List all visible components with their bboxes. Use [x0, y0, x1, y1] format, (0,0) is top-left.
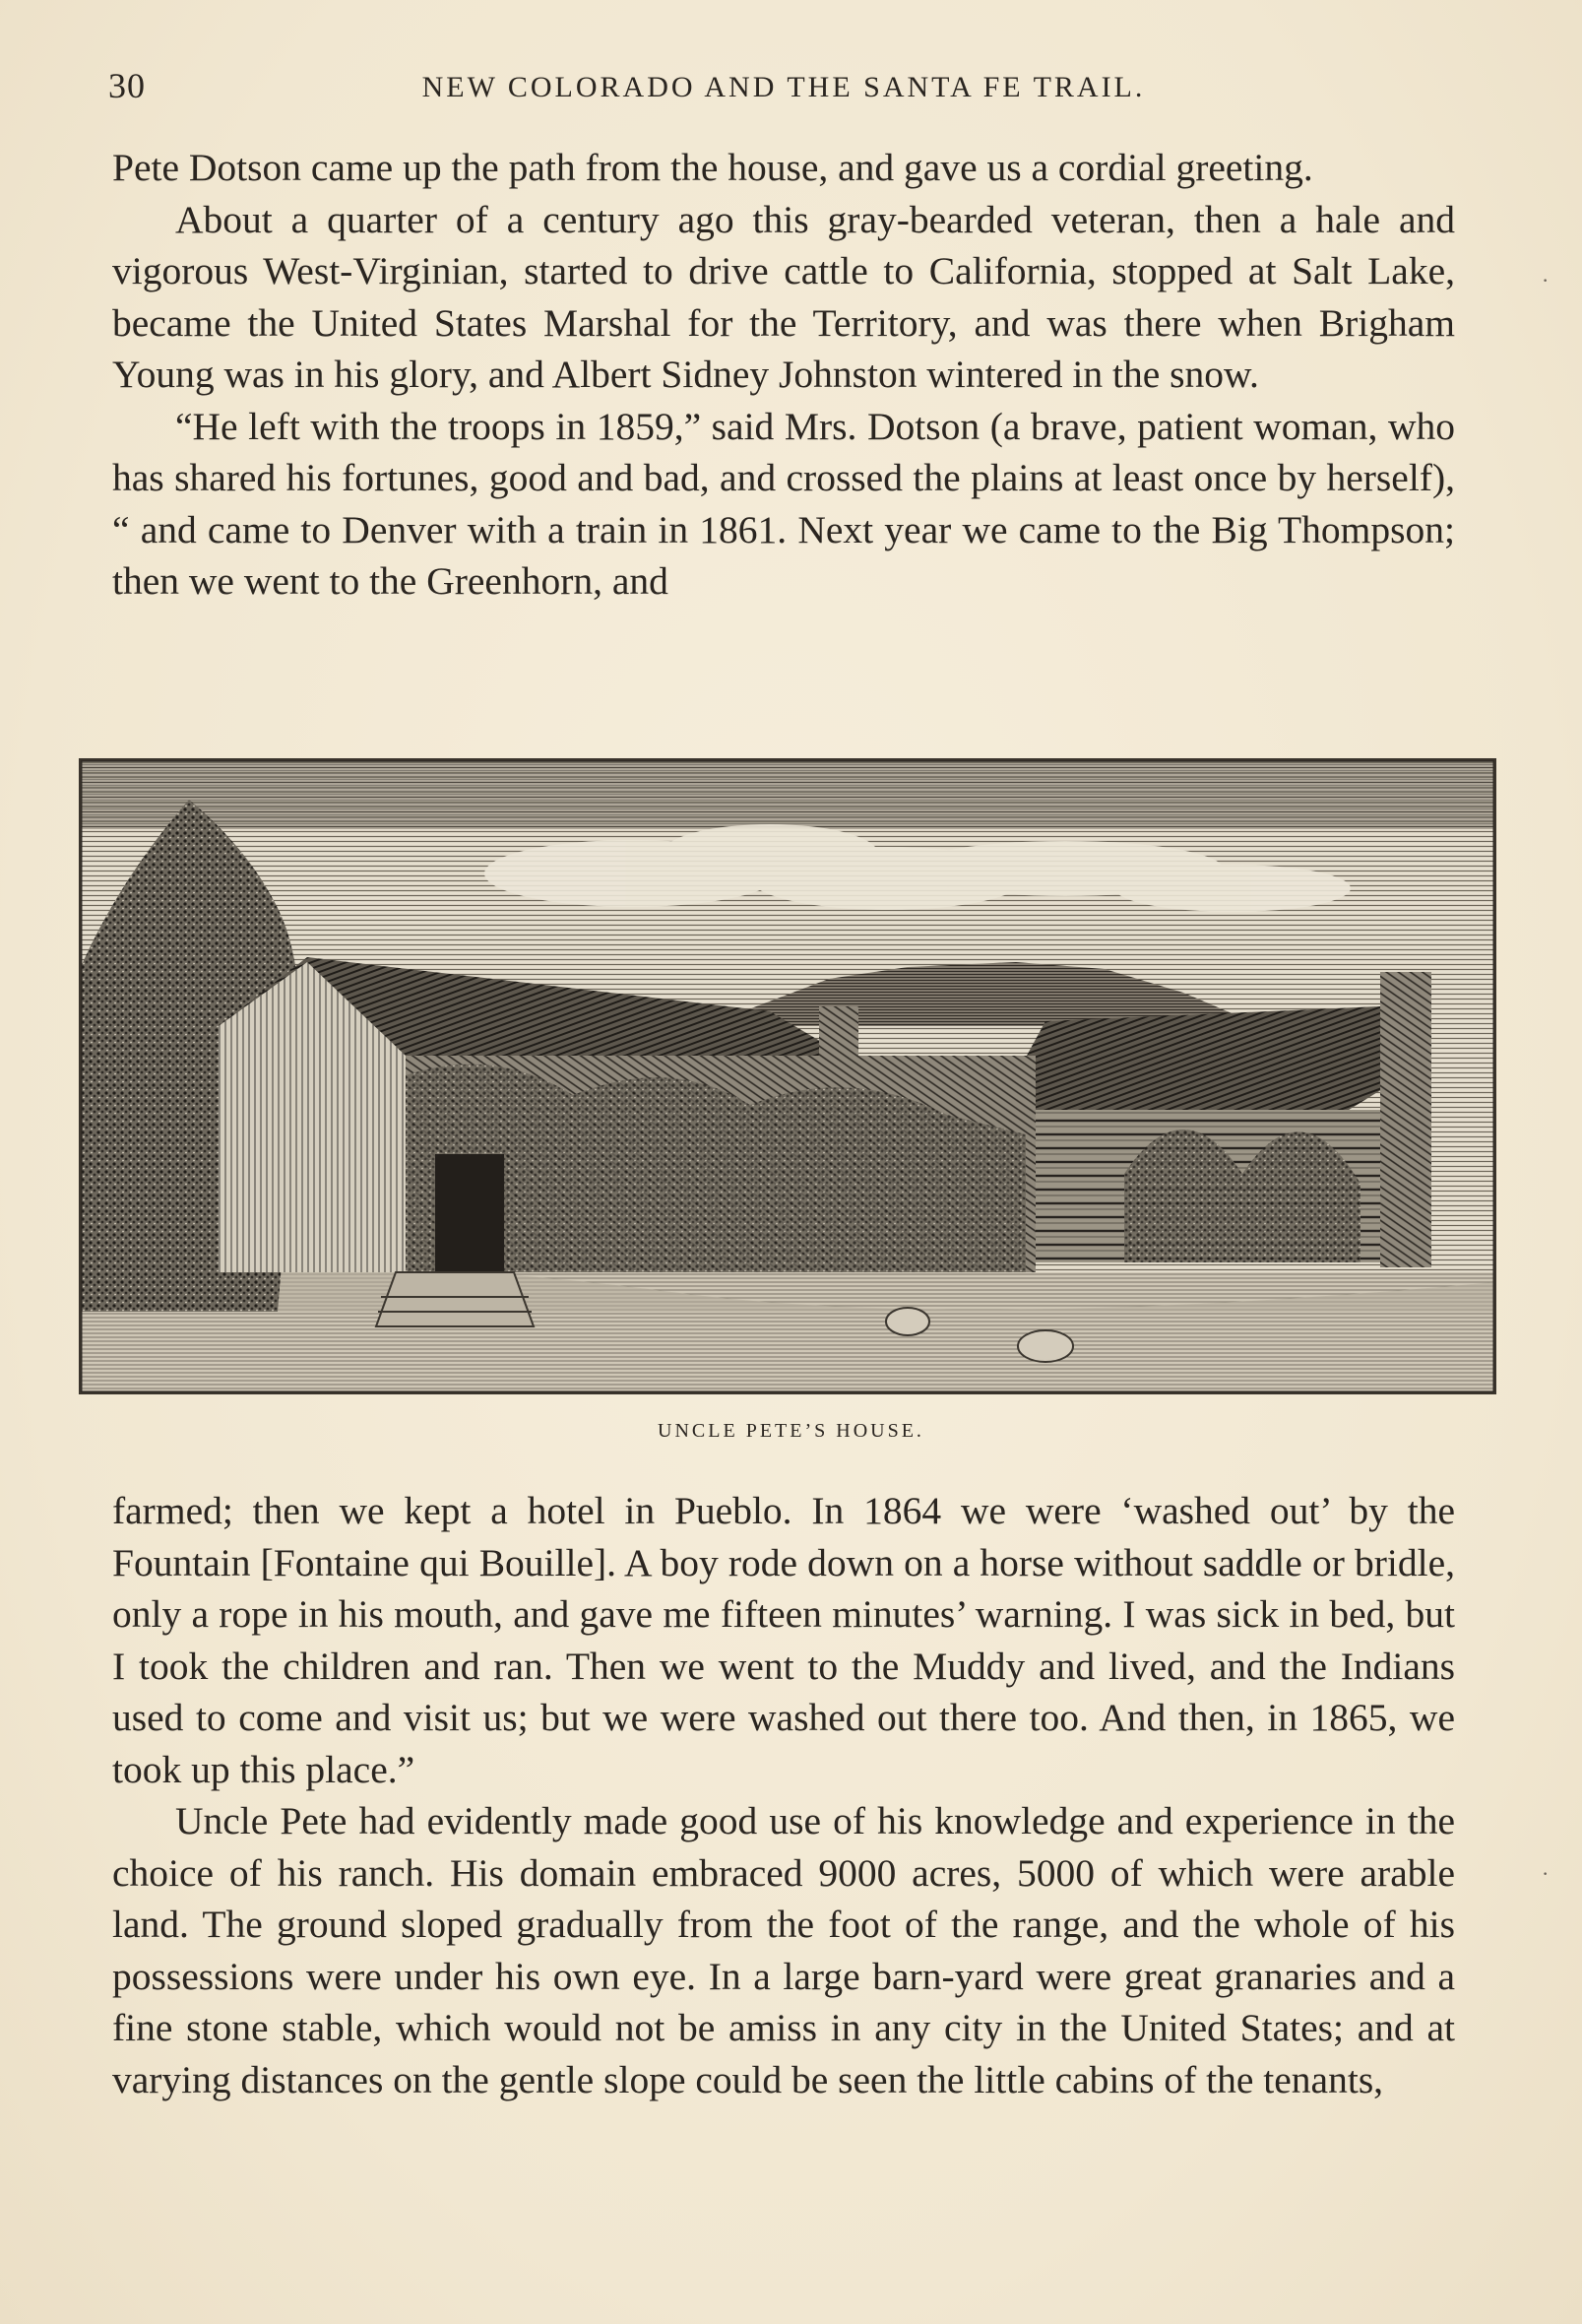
- house-engraving: [81, 760, 1494, 1392]
- engraving-illustration: [79, 758, 1496, 1394]
- cabin-roof: [1016, 1006, 1405, 1120]
- paragraph: Pete Dotson came up the path from the house, and gave us a cordial greeting.: [112, 146, 1313, 189]
- paragraph: farmed; then we kept a hotel in Pueblo. In 1864 we were ‘washed out’ by the Fountain [Fontaine qui Bouille]. A boy rode down on a horse without saddle or bridle, only a rope in his mouth, and gave me fifteen minutes’ warning. I was sick in bed, but I took the children and ran. Then we went to the Muddy and lived, and the Indians used to come and visit us; but we were washed out there too. And then, in 1865, we took up this place.”: [112, 1489, 1455, 1791]
- paragraph: Uncle Pete had evidently made good use of his knowledge and experience in the choice of his ranch. His domain embraced 9000 acres, 5000 of which were arable land. The ground sloped gradually from the foot of the range, and the whole of his possessions were under his own eye. In a large barn-yard were great granaries and a fine stone stable, which would not be amiss in any city in the United States; and at varying distances on the gentle slope could be seen the little cabins of the tenants,: [112, 1799, 1455, 2101]
- figure-caption: UNCLE PETE’S HOUSE.: [658, 1420, 924, 1442]
- running-title: NEW COLORADO AND THE SANTA FE TRAIL.: [421, 71, 1146, 103]
- margin-dot: ·: [1542, 268, 1550, 292]
- stone-chimney: [1380, 972, 1431, 1267]
- steps: [376, 1272, 534, 1326]
- margin-dot: ·: [1542, 1861, 1550, 1886]
- text-block-top: [112, 142, 1455, 608]
- doorway: [435, 1154, 504, 1272]
- paragraph: About a quarter of a century ago this gray-bearded veteran, then a hale and vigorous West-Virginian, started to drive cattle to California, stopped at Salt Lake, became the United States Marshal for the Territory, and was there when Brigham Young was in his glory, and Albert Sidney Johnston wintered in the snow.: [112, 197, 1455, 396]
- animal: [1018, 1330, 1073, 1362]
- page-number: 30: [108, 66, 146, 105]
- animal: [886, 1308, 929, 1335]
- running-head: [108, 65, 1459, 114]
- text-block-bottom: [112, 1485, 1455, 2105]
- paragraph: “He left with the troops in 1859,” said Mrs. Dotson (a brave, patient woman, who has shared his fortunes, good and bad, and crossed the plains at least once by herself), “ and came to Denver with a train in 1861. Next year we came to the Big Thompson; then we went to the Greenhorn, and: [112, 404, 1455, 603]
